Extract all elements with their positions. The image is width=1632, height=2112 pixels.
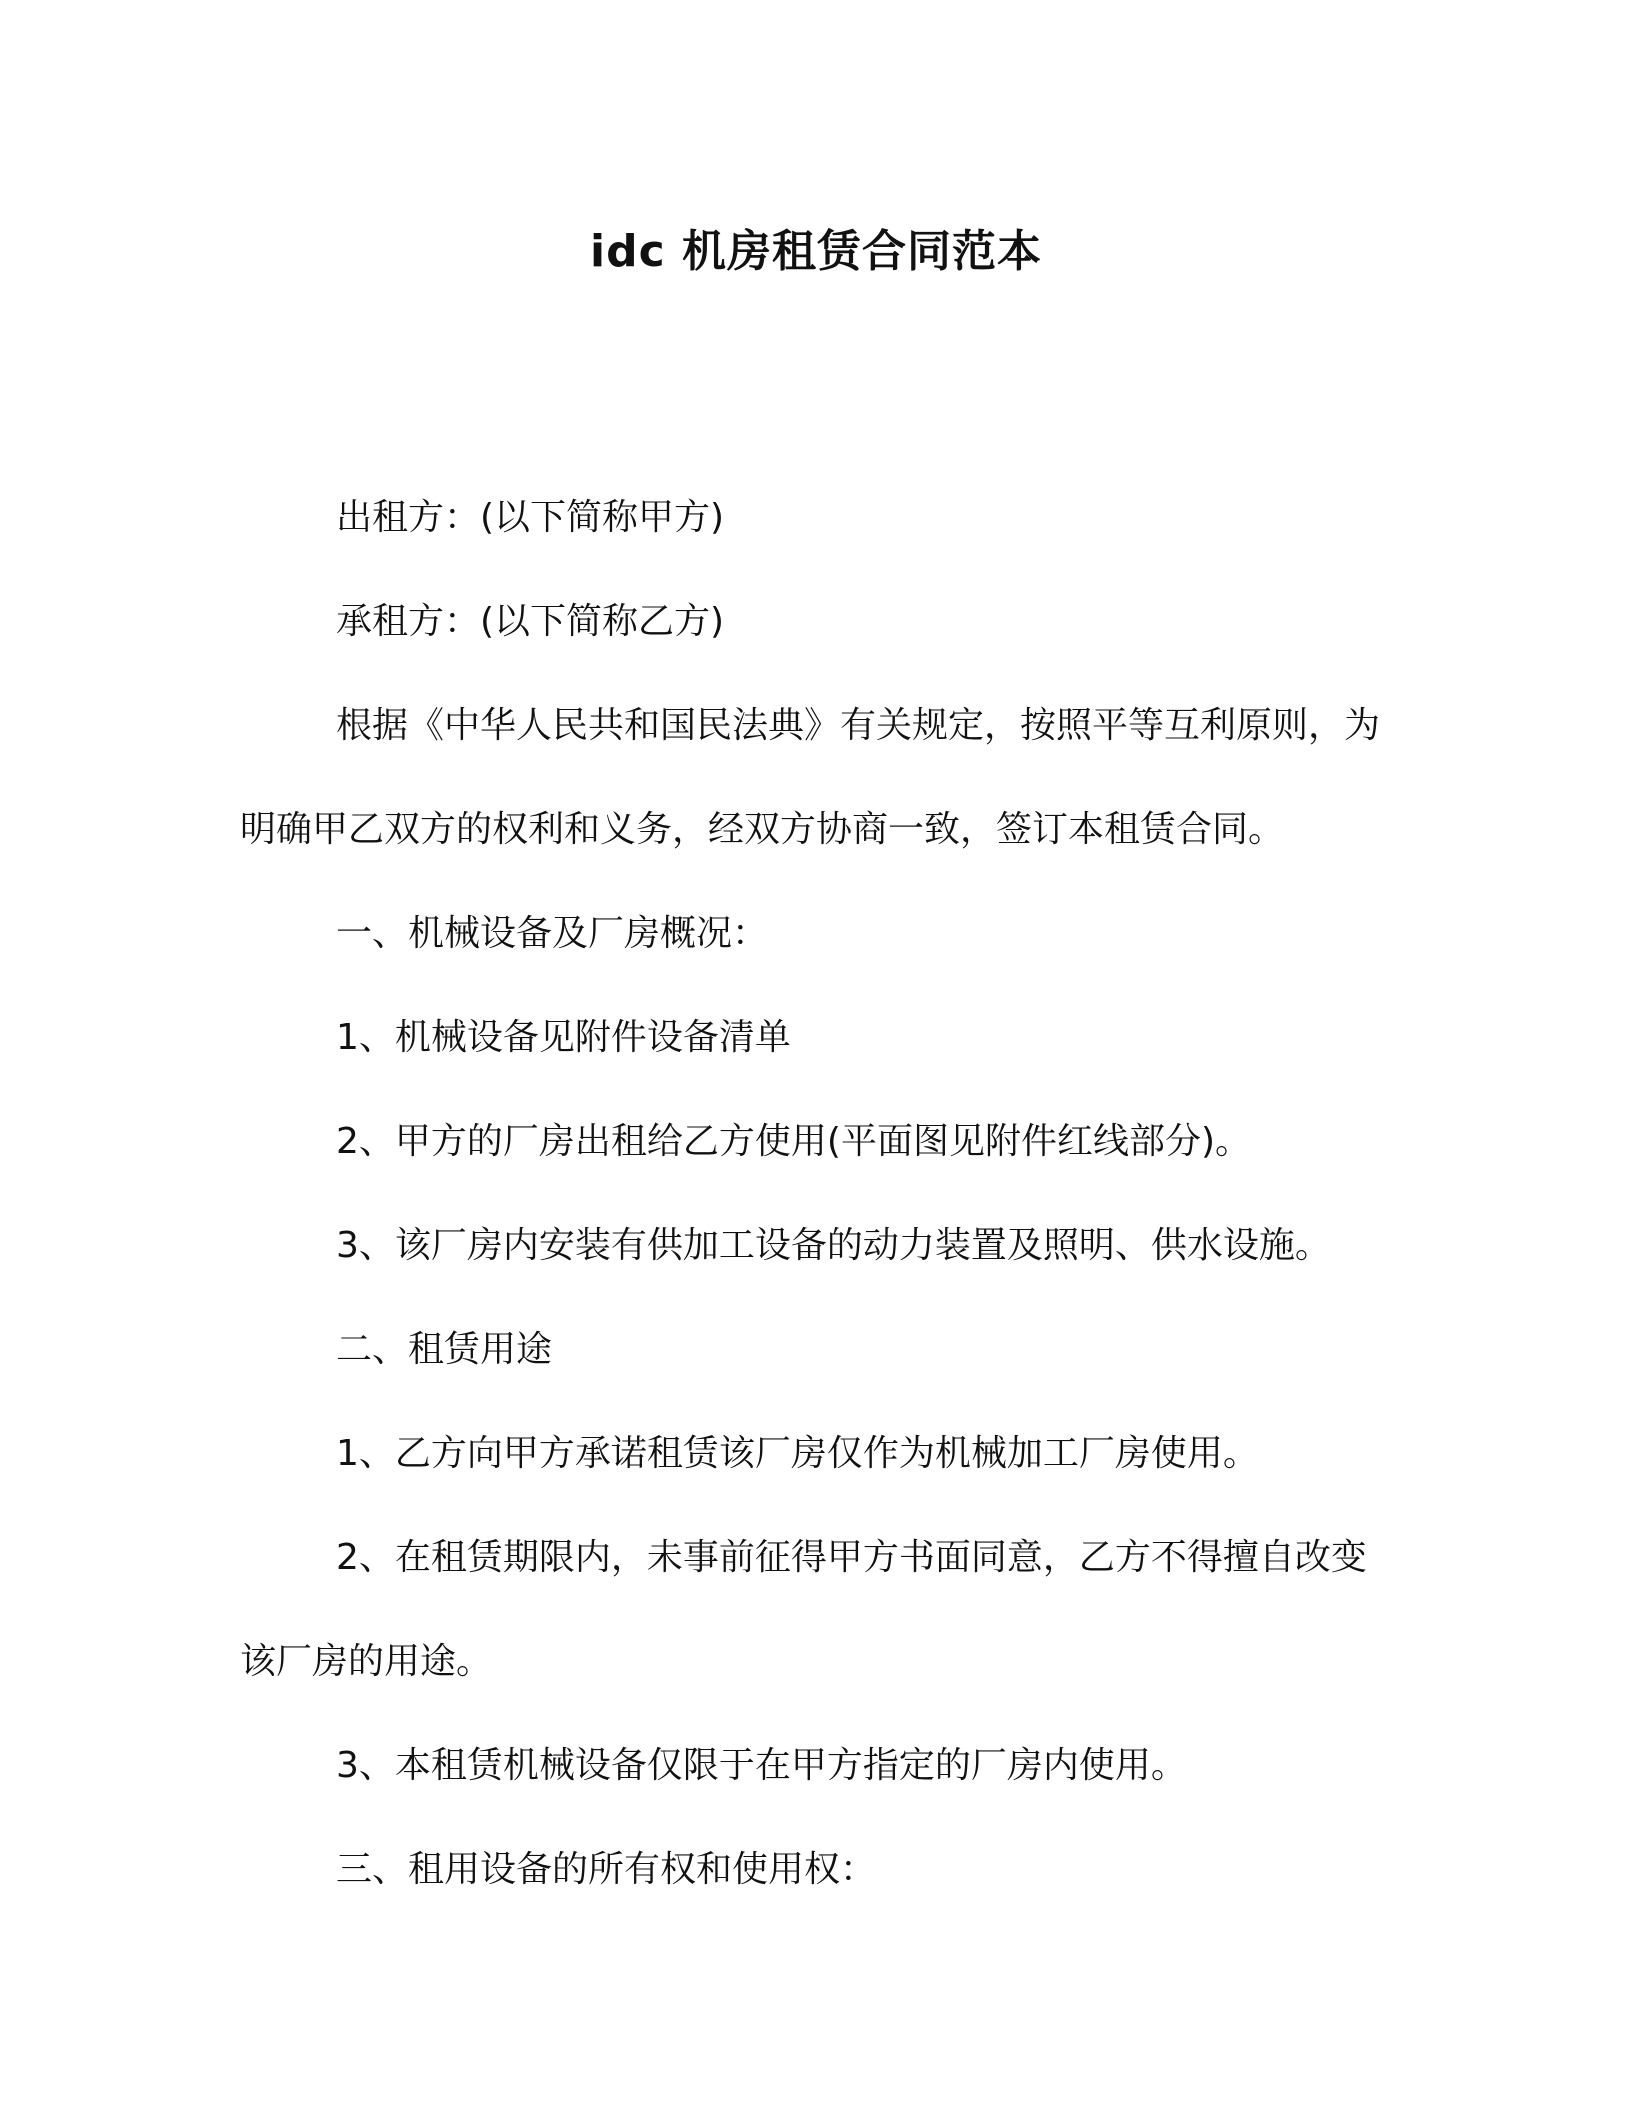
paragraph-lessor: 出租方：(以下简称甲方) (336, 497, 725, 538)
clause-1-2: 2、甲方的厂房出租给乙方使用(平面图见附件红线部分)。 (336, 1121, 1251, 1162)
section-heading-3: 三、租用设备的所有权和使用权： (336, 1849, 877, 1890)
section-heading-2: 二、租赁用途 (336, 1329, 553, 1370)
section-heading-1: 一、机械设备及厂房概况： (336, 913, 769, 954)
paragraph-basis: 根据《中华人民共和国民法典》有关规定，按照平等互利原则，为明确甲乙双方的权利和义务，经双方协商一致，签订本租赁合同。 (240, 705, 1381, 850)
clause-1-3: 3、该厂房内安装有供加工设备的动力装置及照明、供水设施。 (336, 1225, 1331, 1266)
clause-2-2: 2、在租赁期限内，未事前征得甲方书面同意，乙方不得擅自改变该厂房的用途。 (240, 1537, 1367, 1682)
paragraph-lessee: 承租方：(以下简称乙方) (336, 601, 725, 642)
clause-1-1: 1、机械设备见附件设备清单 (336, 1017, 791, 1058)
clause-2-3: 3、本租赁机械设备仅限于在甲方指定的厂房内使用。 (336, 1745, 1187, 1786)
document-title: idc 机房租赁合同范本 (590, 226, 1042, 277)
clause-2-1: 1、乙方向甲方承诺租赁该厂房仅作为机械加工厂房使用。 (336, 1433, 1259, 1474)
